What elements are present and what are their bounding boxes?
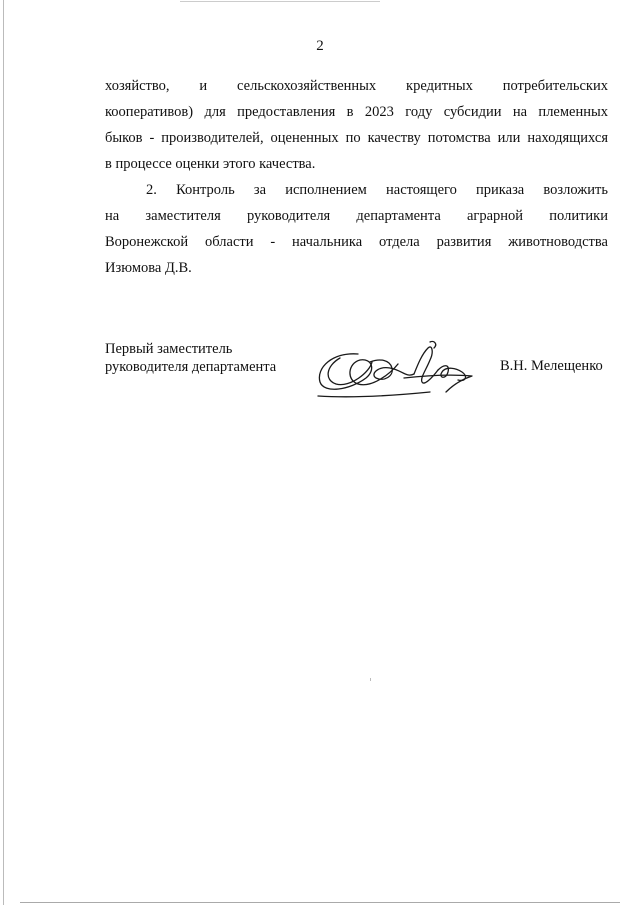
position-line2: руководителя департамента: [105, 359, 277, 375]
paragraph1-line1: хозяйство, и сельскохозяйственных кредитных потребительских: [105, 78, 608, 94]
paragraph1-line4: в процессе оценки этого качества.: [105, 156, 316, 172]
position-line1: Первый заместитель: [105, 341, 233, 357]
signatory-position: [105, 340, 276, 376]
scan-edge-left: [3, 0, 4, 905]
handwritten-signature: [310, 338, 485, 400]
scan-edge-bottom: [20, 902, 620, 903]
paragraph2-line4: Изюмова Д.В.: [105, 260, 192, 276]
page-number: 2: [316, 38, 324, 54]
paragraph2-line2: на заместителя руководителя департамента аграрной политики: [105, 208, 608, 224]
scan-edge-top: [180, 1, 380, 2]
paragraph1-line2: кооперативов) для предоставления в 2023 году субсидии на племенных: [105, 104, 608, 120]
signer-name: В.Н. Мелещенко: [500, 358, 603, 374]
paragraph2-line1: 2. Контроль за исполнением настоящего приказа возложить: [146, 182, 608, 198]
scan-speck: [370, 678, 371, 681]
paragraph2-line3: Воронежской области - начальника отдела развития животноводства: [105, 234, 608, 250]
paragraph1-line3: быков - производителей, оцененных по качеству потомства или находящихся: [105, 130, 608, 146]
